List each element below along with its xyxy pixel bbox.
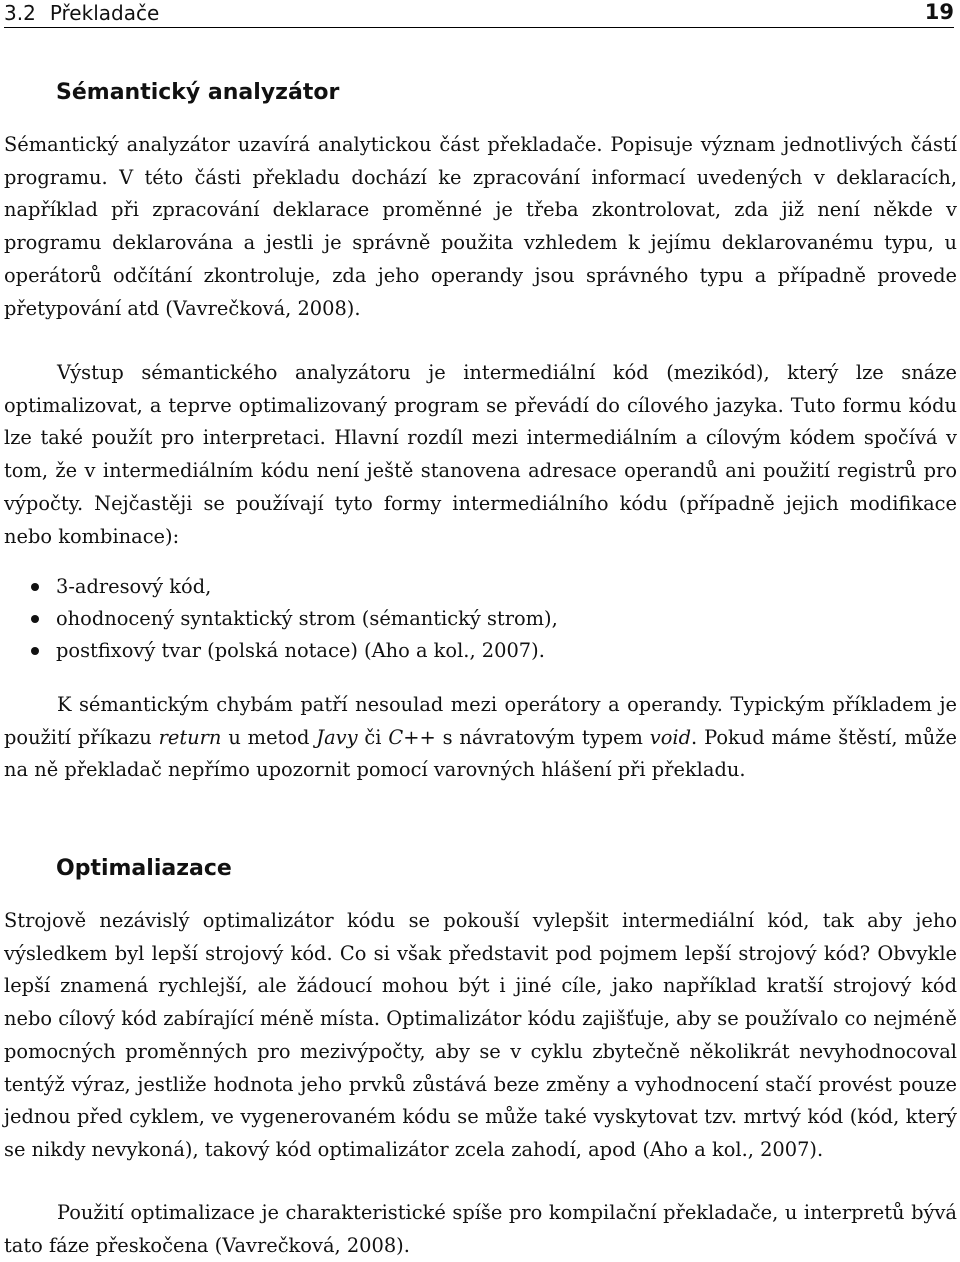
language-java: Javy bbox=[316, 725, 358, 749]
bullet-list-code-forms bbox=[4, 571, 944, 668]
header-section bbox=[4, 1, 159, 25]
keyword-void: void bbox=[649, 725, 692, 749]
heading-semantic-analyzer: Sémantický analyzátor bbox=[56, 80, 340, 105]
page-number: 19 bbox=[924, 0, 954, 24]
keyword-return: return bbox=[158, 725, 222, 749]
paragraph-optimization-usage: Použití optimalizace je charakteristické spíše pro kompilační překladače, u interpretů bývá tato fáze přeskočena (Vavrečková, 2008). bbox=[4, 1201, 957, 1257]
list-item: postfixový tvar (polská notace) (Aho a kol., 2007). bbox=[4, 635, 944, 667]
text-run: . Pokud máme štěstí, může na ně překladač nepřímo upozornit pomocí varovných hlášení při překladu. bbox=[4, 725, 957, 782]
header-section-title: Překladače bbox=[49, 1, 160, 25]
heading-optimization: Optimaliazace bbox=[56, 856, 232, 881]
list-item: ohodnocený syntaktický strom (sémantický strom), bbox=[4, 603, 944, 635]
text-run: K sémantickým chybám patří nesoulad mezi operátory a operandy. Typickým příkladem je použití příkazu bbox=[4, 693, 957, 749]
language-cpp: C++ bbox=[388, 725, 436, 749]
text-run: s návratovým typem bbox=[435, 725, 650, 749]
paragraph-intermediate-code: Výstup sémantického analyzátoru je intermediální kód (mezikód), který lze snáze optimalizovat, a teprve optimalizovaný program se převádí do cílového jazyka. Tuto formu kódu lze také použít pro interpretaci. Hlavní rozdíl mezi intermediálním a cílovým kódem spočívá v tom, že v intermediálním kódu není ještě stanovena adresace operandů ani použití registrů pro výpočty. Nejčastěji se používají tyto formy intermediálního kódu (případně jejich modifikace nebo kombinace): bbox=[4, 361, 957, 548]
text-run: či bbox=[357, 725, 389, 749]
paragraph-optimizer: Strojově nezávislý optimalizátor kódu se pokouší vylepšit intermediální kód, tak aby jeho výsledkem byl lepší strojový kód. Co si však představit pod pojmem lepší strojový kód? Obvykle lepší znamená rychlejší, ale žádoucí mohou být i jiné cíle, jako například kratší strojový kód nebo cílový kód zabírající méně místa. Optimalizátor kódu zajišťuje, aby se používalo co nejméně pomocných proměnných pro mezivýpočty, aby se v cyklu zbytečně několikrát nevyhodnocoval tentýž výraz, jestliže hodnota jeho prvků zůstává beze změny a vyhodnocení stačí provést pouze jednou před cyklem, ve vygenerovaném kódu se může také vyskytovat tzv. mrtvý kód (kód, který se nikdy nevykoná), takový kód optimalizátor zcela zahodí, apod (Aho a kol., 2007). bbox=[4, 909, 957, 1161]
text-run: u metod bbox=[221, 725, 317, 749]
paragraph-semantic-errors bbox=[4, 689, 957, 787]
header-section-number: 3.2 bbox=[4, 1, 36, 25]
paragraph-semantic-intro: Sémantický analyzátor uzavírá analytickou část překladače. Popisuje význam jednotlivých částí programu. V této části překladu dochází ke zpracování informací uvedených v deklaracích, například při zpracování deklarace proměnné je třeba zkontrolovat, zda již není někde v programu deklarována a jestli je správně použita vzhledem k jejímu deklarovanému typu, u operátorů odčítání zkontroluje, zda jeho operandy jsou správného typu a případně provede přetypování atd (Vavrečková, 2008). bbox=[4, 133, 957, 320]
list-item: 3-adresový kód, bbox=[4, 571, 944, 603]
running-header bbox=[4, 0, 954, 28]
